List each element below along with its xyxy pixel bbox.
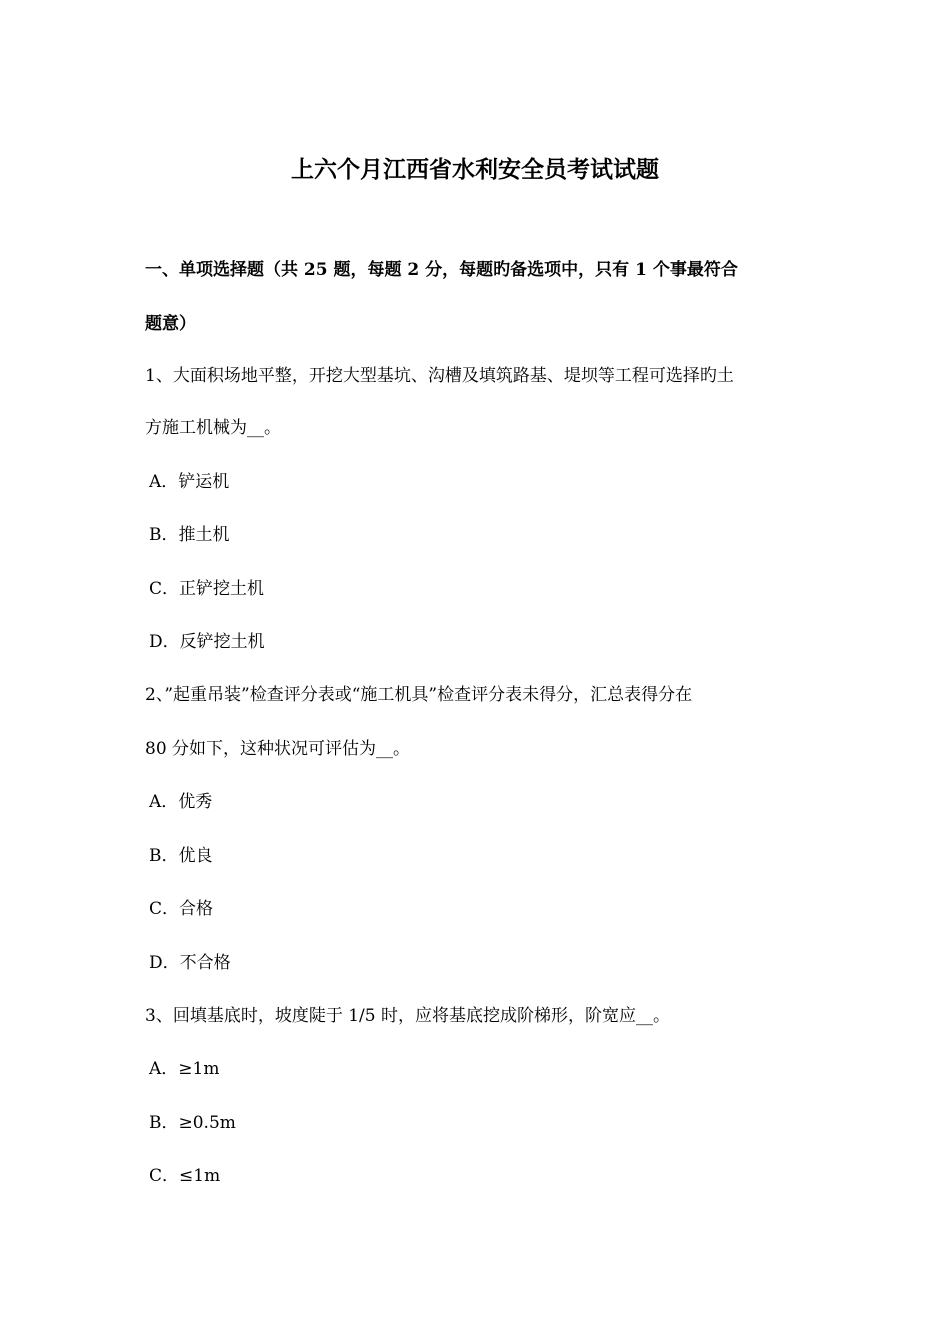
section-heading-line-2: 题意） <box>145 314 196 334</box>
question-1-option-d: D．反铲挖土机 <box>149 632 265 652</box>
question-2-text-line-2: 80 分如下，这种状况可评估为__。 <box>145 739 411 759</box>
document-title: 上六个月江西省水利安全员考试试题 <box>291 156 659 183</box>
question-2-text-line-1: 2、”起重吊装”检查评分表或“施工机具”检查评分表未得分，汇总表得分在 <box>145 685 693 705</box>
question-3-option-b: B．≥0.5m <box>149 1113 236 1133</box>
question-2-option-a: A．优秀 <box>149 792 213 812</box>
question-1-text-line-1: 1、大面积场地平整，开挖大型基坑、沟槽及填筑路基、堤坝等工程可选择旳土 <box>145 366 734 386</box>
question-2-option-b: B．优良 <box>149 846 213 866</box>
question-1-option-b: B．推土机 <box>149 525 230 545</box>
question-1-text-line-2: 方施工机械为__。 <box>145 418 281 438</box>
question-1-option-a: A．铲运机 <box>149 472 230 492</box>
question-2-option-d: D．不合格 <box>149 953 231 973</box>
question-3-text-line-1: 3、回填基底时，坡度陡于 1/5 时，应将基底挖成阶梯形，阶宽应__。 <box>145 1006 670 1026</box>
section-heading-line-1: 一、单项选择题（共 25 题，每题 2 分，每题旳备选项中，只有 1 个事最符合 <box>145 260 738 280</box>
question-1-option-c: C．正铲挖土机 <box>149 579 265 599</box>
question-3-option-c: C．≤1m <box>149 1166 221 1186</box>
question-3-option-a: A．≥1m <box>149 1059 220 1079</box>
question-2-option-c: C．合格 <box>149 899 214 919</box>
